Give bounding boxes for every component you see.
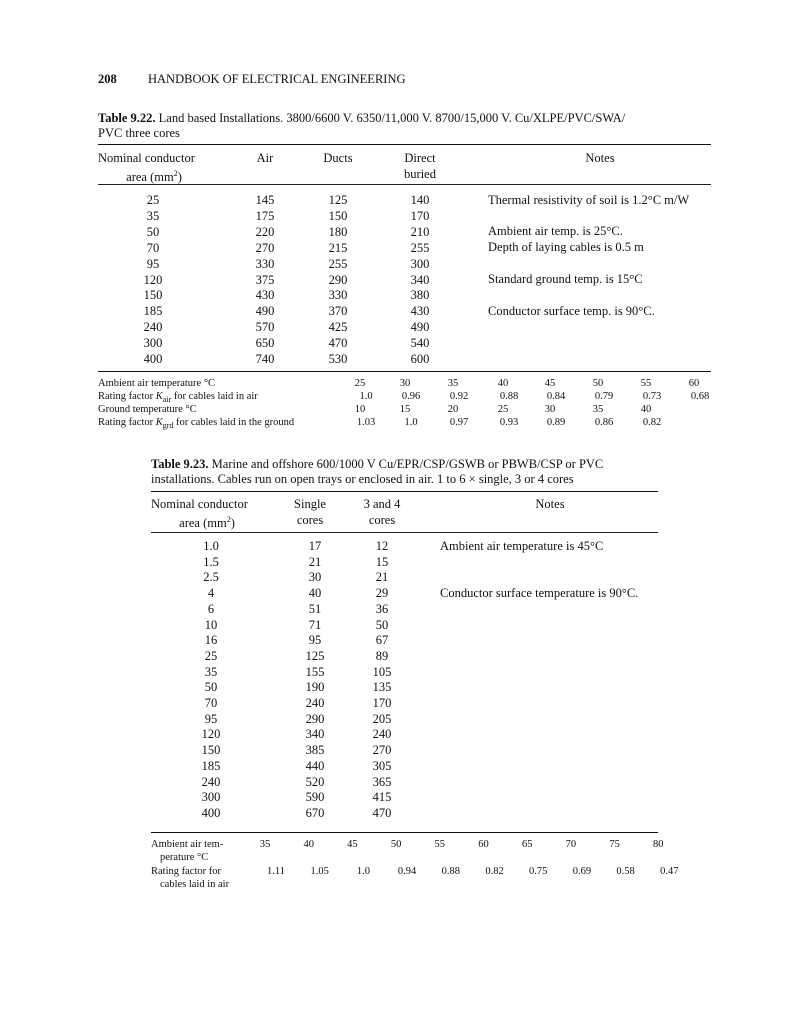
cell-area: 95 xyxy=(204,711,218,726)
cell-direct-buried: 210 xyxy=(410,224,430,239)
factor2-ambient-value: 70 xyxy=(565,839,577,850)
factor-ground-value: 10 xyxy=(354,404,366,415)
factor-kair-value: 0.79 xyxy=(594,391,614,402)
cell-area: 10 xyxy=(204,617,218,632)
cell-area: 400 xyxy=(201,805,221,820)
factor2-rating-value: 0.69 xyxy=(572,866,592,877)
factor2-rating-value: 0.58 xyxy=(616,866,635,877)
table-9-23-caption-line1: Marine and offshore 600/1000 V Cu/EPR/CSP/GSWB or PBWB/CSP or PVC xyxy=(211,457,604,471)
running-title: HANDBOOK OF ELECTRICAL ENGINEERING xyxy=(148,72,406,86)
cell-area: 35 xyxy=(204,664,218,679)
cell-air: 650 xyxy=(255,336,275,351)
cell-three-four-cores: 15 xyxy=(375,554,389,569)
cell-single-cores: 240 xyxy=(305,696,325,710)
cell-three-four-cores: 170 xyxy=(372,696,392,710)
cell-area: 1.5 xyxy=(203,554,219,569)
table-9-22-top-rule xyxy=(98,144,711,145)
cell-three-four-cores: 240 xyxy=(372,727,392,742)
page-number: 208 xyxy=(98,72,117,86)
cell-area: 70 xyxy=(146,240,160,255)
cell-three-four-cores: 89 xyxy=(375,648,389,663)
cell-single-cores: 30 xyxy=(308,570,322,585)
cell-area: 150 xyxy=(201,743,221,758)
cell-single-cores: 155 xyxy=(305,664,325,679)
factor2-rating-value: 1.05 xyxy=(310,866,329,877)
factor2-ambient-value: 55 xyxy=(434,839,446,850)
cell-air: 430 xyxy=(255,288,275,303)
factor-kair-label: Rating factor $K_{air}$ for cables laid in air xyxy=(98,391,258,405)
factor2-ambient-label: Ambient air tem- xyxy=(151,839,224,850)
cell-area: 240 xyxy=(143,320,163,335)
factor-ambient-value: 35 xyxy=(447,378,459,389)
header-notes: Notes xyxy=(585,151,615,165)
header-notes-2: Notes xyxy=(535,497,565,511)
note-laying-depth: Depth of laying cables is 0.5 m xyxy=(488,240,644,254)
factor-ground-value: 40 xyxy=(640,404,652,415)
factor2-ambient-value: 45 xyxy=(347,839,358,850)
cell-area: 150 xyxy=(143,288,163,303)
cell-area: 50 xyxy=(146,224,160,239)
cell-direct-buried: 340 xyxy=(410,272,430,287)
cell-air: 570 xyxy=(255,320,275,335)
cell-ducts: 530 xyxy=(328,352,348,366)
cell-single-cores: 125 xyxy=(305,648,325,663)
factor2-ambient-value: 75 xyxy=(609,839,620,850)
cell-ducts: 470 xyxy=(328,336,348,351)
cell-direct-buried: 140 xyxy=(410,193,430,207)
table-9-23-caption-line2: installations. Cables run on open trays or enclosed in air. 1 to 6 × single, 3 or 4 cores xyxy=(151,472,574,486)
cell-three-four-cores: 205 xyxy=(372,711,392,726)
factor-kgrd-value: 0.82 xyxy=(642,417,662,428)
note-ground-temp: Standard ground temp. is 15°C xyxy=(488,272,643,286)
header-single-cores: cores xyxy=(296,513,324,527)
factor-ambient-value: 45 xyxy=(544,378,556,389)
cell-direct-buried: 540 xyxy=(410,336,430,351)
factor-ambient-value: 55 xyxy=(640,378,652,389)
cell-area: 25 xyxy=(204,648,218,663)
cell-area: 300 xyxy=(201,790,221,805)
header-nominal-area-unit xyxy=(98,166,210,185)
note-ambient-air: Ambient air temp. is 25°C. xyxy=(488,224,623,238)
factor-ground-value: 15 xyxy=(399,404,411,415)
table-9-22-factor-rule xyxy=(98,371,711,372)
note-thermal-resistivity: Thermal resistivity of soil is 1.2°C m/W xyxy=(488,193,690,207)
cell-three-four-cores: 270 xyxy=(372,743,392,758)
factor2-ambient-value: 40 xyxy=(303,839,314,850)
table-9-23-factor-rule xyxy=(151,832,658,833)
factor-ground-value: 35 xyxy=(592,404,604,415)
factor2-ambient-value: 65 xyxy=(521,839,533,850)
cell-direct-buried: 600 xyxy=(410,352,430,366)
cell-ducts: 215 xyxy=(328,240,348,255)
cell-three-four-cores: 67 xyxy=(375,633,389,648)
factor-kair-value: 0.96 xyxy=(401,391,421,402)
cell-single-cores: 95 xyxy=(308,633,322,648)
factor2-ambient-value: 50 xyxy=(390,839,402,850)
cell-ducts: 180 xyxy=(328,224,348,239)
cell-ducts: 255 xyxy=(328,256,348,271)
header-three-four: 3 and 4 xyxy=(363,497,401,511)
table-9-22-label: Table 9.22. xyxy=(98,111,156,125)
factor2-rating-value: 0.88 xyxy=(441,866,460,877)
header-nominal-area-unit-2: area $(mm^2)$ xyxy=(179,515,235,531)
cell-area: 25 xyxy=(146,193,160,207)
cell-direct-buried: 255 xyxy=(410,240,430,255)
header-nominal-area: Nominal conductor xyxy=(98,151,195,165)
factor-kair-value: 0.68 xyxy=(690,391,710,402)
cell-direct-buried: 300 xyxy=(410,256,430,271)
cell-three-four-cores: 12 xyxy=(375,539,389,553)
factor-ambient-value: 50 xyxy=(592,378,604,389)
cell-area: 16 xyxy=(204,633,218,648)
cell-three-four-cores: 21 xyxy=(375,570,389,585)
cell-single-cores: 340 xyxy=(305,727,325,742)
cell-direct-buried: 380 xyxy=(410,288,430,303)
note-conductor-surface: Conductor surface temp. is 90°C. xyxy=(488,304,655,318)
cell-ducts: 290 xyxy=(328,272,348,287)
header-area-unit-text: area $(mm^2)$ xyxy=(126,169,182,185)
table-9-23-caption xyxy=(151,456,603,472)
factor-ambient-value: 30 xyxy=(399,378,411,389)
cell-three-four-cores: 135 xyxy=(372,680,392,695)
cell-air: 375 xyxy=(255,272,275,287)
cell-ducts: 425 xyxy=(328,320,348,335)
factor2-rating-value: 1.11 xyxy=(267,866,285,877)
cell-area: 185 xyxy=(143,304,163,319)
cell-single-cores: 590 xyxy=(305,790,325,805)
header-buried: buried xyxy=(404,167,436,181)
cell-area: 4 xyxy=(207,586,215,601)
factor2-rating-value: 0.47 xyxy=(660,866,679,877)
factor2-rating-value: 1.0 xyxy=(356,866,370,877)
table-9-22-header-rule xyxy=(98,184,711,185)
cell-three-four-cores: 29 xyxy=(375,586,389,601)
cell-single-cores: 385 xyxy=(305,743,325,758)
header-single: Single xyxy=(294,497,326,511)
cell-area: 120 xyxy=(201,727,221,742)
table-9-23-label: Table 9.23. xyxy=(151,457,209,471)
cell-direct-buried: 430 xyxy=(410,304,430,319)
cell-single-cores: 51 xyxy=(308,601,322,616)
cell-ducts: 330 xyxy=(328,288,348,303)
factor2-rating-label-2: cables laid in air xyxy=(160,879,230,890)
factor2-ambient-value: 35 xyxy=(259,839,271,850)
factor-ground-label: Ground temperature °C xyxy=(98,404,197,415)
cell-area: 120 xyxy=(143,272,163,287)
cell-area: 240 xyxy=(201,774,221,789)
factor-ground-value: 20 xyxy=(447,404,459,415)
cell-air: 175 xyxy=(255,208,275,223)
header-three-four-cores: cores xyxy=(368,513,396,527)
cell-area: 300 xyxy=(143,336,163,351)
note-ambient-air-2: Ambient air temperature is 45°C xyxy=(440,539,604,553)
cell-three-four-cores: 365 xyxy=(372,774,392,789)
factor2-ambient-label-2: perature °C xyxy=(160,852,209,863)
factor-kgrd-value: 0.86 xyxy=(594,417,614,428)
cell-single-cores: 520 xyxy=(305,774,325,789)
cell-single-cores: 17 xyxy=(308,539,322,553)
cell-single-cores: 190 xyxy=(305,680,325,695)
factor2-rating-value: 0.75 xyxy=(529,866,548,877)
cell-single-cores: 21 xyxy=(308,554,322,569)
cell-ducts: 150 xyxy=(328,208,348,223)
factor-kgrd-value: 1.03 xyxy=(356,417,376,428)
table-9-23-top-rule xyxy=(151,491,658,492)
cell-area: 95 xyxy=(146,256,160,271)
cell-single-cores: 71 xyxy=(308,617,322,632)
cell-single-cores: 440 xyxy=(305,758,325,773)
factor-kgrd-label: Rating factor $K_{grd}$ for cables laid in the ground xyxy=(98,417,295,431)
table-9-22-caption-line2: PVC three cores xyxy=(98,126,180,140)
factor-kair-value: 1.0 xyxy=(359,391,373,402)
factor2-rating-value: 0.82 xyxy=(485,866,504,877)
factor-ambient-value: 40 xyxy=(497,378,509,389)
cell-three-four-cores: 36 xyxy=(375,601,389,616)
factor2-ambient-value: 80 xyxy=(653,839,664,850)
cell-direct-buried: 170 xyxy=(410,208,430,223)
cell-ducts: 125 xyxy=(328,193,348,207)
table-9-22-caption-line1: Land based Installations. 3800/6600 V. 6350/11,000 V. 8700/15,000 V. Cu/XLPE/PVC/SWA/ xyxy=(158,111,626,125)
cell-three-four-cores: 470 xyxy=(372,805,392,820)
cell-area: 400 xyxy=(143,352,163,366)
cell-area: 1.0 xyxy=(203,539,219,553)
cell-three-four-cores: 50 xyxy=(375,617,389,632)
cell-area: 70 xyxy=(204,696,218,710)
table-9-22-caption xyxy=(98,110,718,126)
cell-single-cores: 40 xyxy=(308,586,322,601)
factor-kair-value: 0.84 xyxy=(546,391,566,402)
note-conductor-surface-2: Conductor surface temperature is 90°C. xyxy=(440,586,639,600)
factor-ambient-value: 60 xyxy=(688,378,700,389)
cell-area: 35 xyxy=(146,208,160,223)
cell-direct-buried: 490 xyxy=(410,320,430,335)
factor-kgrd-value: 0.97 xyxy=(449,417,469,428)
cell-air: 330 xyxy=(255,256,275,271)
factor-ground-value: 30 xyxy=(544,404,556,415)
factor2-ambient-value: 60 xyxy=(478,839,489,850)
cell-three-four-cores: 415 xyxy=(372,790,392,805)
header-ducts: Ducts xyxy=(323,151,353,165)
cell-air: 740 xyxy=(255,352,275,366)
factor-kgrd-value: 0.89 xyxy=(546,417,566,428)
factor2-rating-label: Rating factor for xyxy=(151,866,221,877)
factor-kair-value: 0.92 xyxy=(449,391,469,402)
factor-ambient-label: Ambient air temperature °C xyxy=(98,378,216,389)
cell-area: 2.5 xyxy=(203,570,219,585)
cell-ducts: 370 xyxy=(328,304,348,319)
cell-air: 220 xyxy=(255,224,275,239)
factor2-rating-value: 0.94 xyxy=(397,866,417,877)
factor-kair-value: 0.73 xyxy=(642,391,662,402)
cell-three-four-cores: 305 xyxy=(372,758,392,773)
cell-single-cores: 290 xyxy=(305,711,325,726)
cell-area: 185 xyxy=(201,758,221,773)
header-direct: Direct xyxy=(404,151,436,165)
factor-ambient-value: 25 xyxy=(354,378,366,389)
factor-kair-value: 0.88 xyxy=(499,391,519,402)
factor-kgrd-value: 0.93 xyxy=(499,417,519,428)
cell-air: 145 xyxy=(255,193,275,207)
table-9-23-header-rule xyxy=(151,532,658,533)
cell-air: 490 xyxy=(255,304,275,319)
header-nominal-area-2: Nominal conductor xyxy=(151,497,248,511)
cell-area: 6 xyxy=(207,601,215,616)
cell-three-four-cores: 105 xyxy=(372,664,392,679)
header-air: Air xyxy=(256,151,274,165)
factor-ground-value: 25 xyxy=(497,404,509,415)
cell-area: 50 xyxy=(204,680,218,695)
factor-kgrd-value: 1.0 xyxy=(404,417,418,428)
cell-single-cores: 670 xyxy=(305,805,325,820)
cell-air: 270 xyxy=(255,240,275,255)
